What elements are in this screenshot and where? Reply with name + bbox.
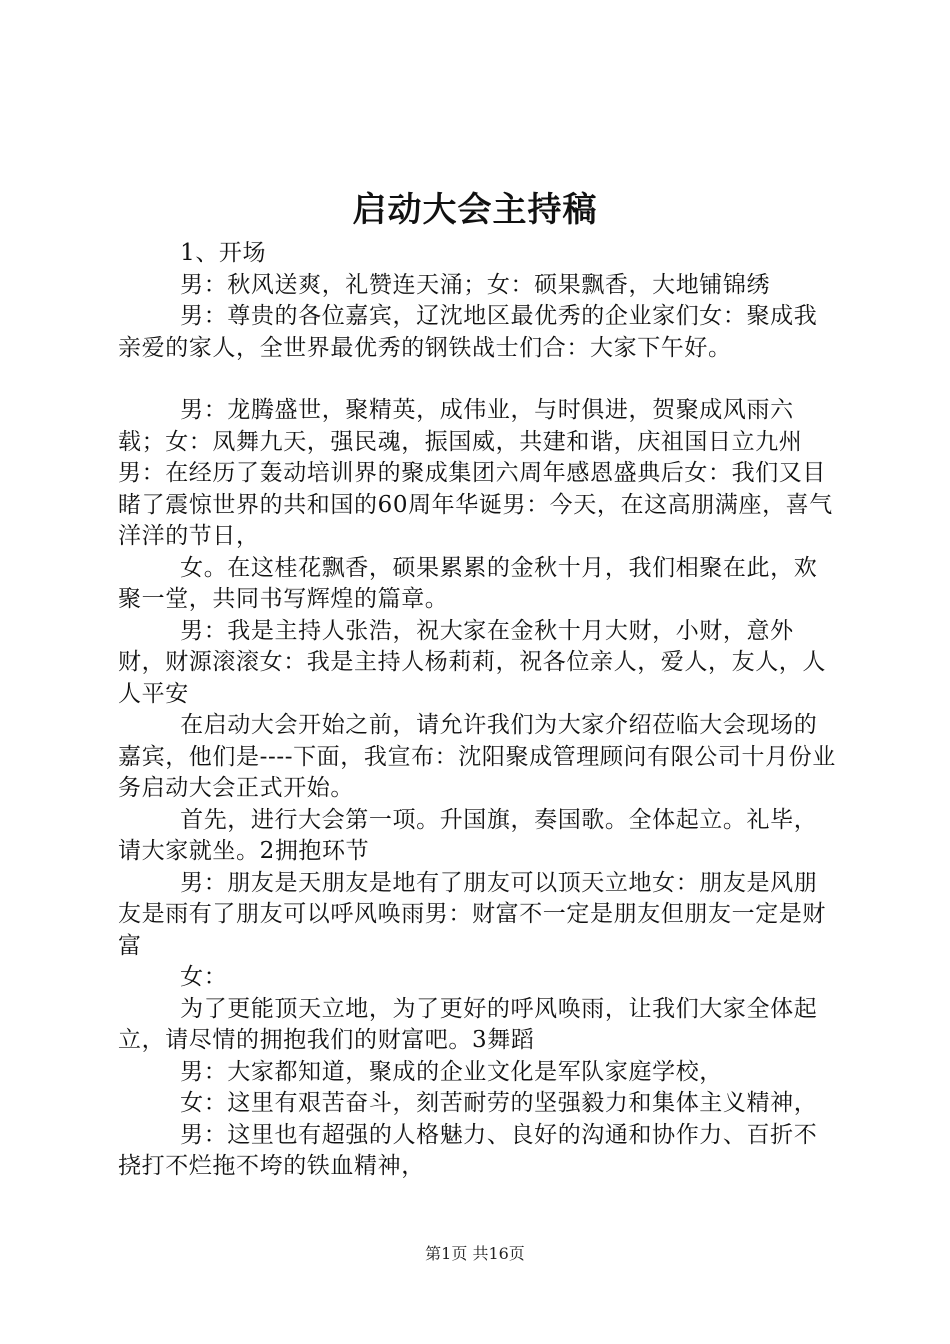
paragraph: 男：这里也有超强的人格魅力、良好的沟通和协作力、百折不挠打不烂拖不垮的铁血精神， <box>118 1121 818 1179</box>
page-number-footer: 第1页 共16页 <box>425 1244 525 1263</box>
paragraph: 男：尊贵的各位嘉宾，辽沈地区最优秀的企业家们女：聚成我亲爱的家人，全世界最优秀的钢铁战士们合：大家下午好。 <box>118 303 818 361</box>
paragraph: 女。在这桂花飘香，硕果累累的金秋十月，我们相聚在此，欢聚一堂，共同书写辉煌的篇章。 <box>118 554 818 612</box>
document-body <box>118 238 838 1183</box>
paragraph: 男：秋风送爽，礼赞连天涌；女：硕果飘香，大地铺锦绣 <box>180 271 771 298</box>
paragraph: 男：龙腾盛世，聚精英，成伟业，与时俱进，贺聚成风雨六载；女：凤舞九天，强民魂，振国威，共建和谐，庆祖国日立九州男：在经历了轰动培训界的聚成集团六周年感恩盛典后女：我们又目睹了震惊世界的共和国的60周年华诞男：今天，在这高朋满座，喜气洋洋的节日， <box>118 397 833 549</box>
paragraph-opening-heading: 1、开场 <box>180 240 267 266</box>
paragraph: 男：朋友是天朋友是地有了朋友可以顶天立地女：朋友是风朋友是雨有了朋友可以呼风唤雨男：财富不一定是朋友但朋友一定是财富 <box>118 869 826 959</box>
paragraph: 在启动大会开始之前，请允许我们为大家介绍莅临大会现场的嘉宾，他们是----下面，我宣布：沈阳聚成管理顾问有限公司十月份业务启动大会正式开始。 <box>118 712 836 801</box>
paragraph: 首先，进行大会第一项。升国旗，奏国歌。全体起立。礼毕，请大家就坐。2拥抱环节 <box>118 806 818 864</box>
paragraph: 男：我是主持人张浩，祝大家在金秋十月大财，小财，意外财，财源滚滚女：我是主持人杨莉莉，祝各位亲人，爱人，友人，人人平安 <box>118 617 826 707</box>
document-title: 启动大会主持稿 <box>352 190 598 230</box>
paragraph: 女：这里有艰苦奋斗，刻苦耐劳的坚强毅力和集体主义精神， <box>180 1090 818 1116</box>
paragraph: 男：大家都知道，聚成的企业文化是军队家庭学校， <box>180 1058 723 1085</box>
paragraph: 为了更能顶天立地，为了更好的呼风唤雨，让我们大家全体起立，请尽情的拥抱我们的财富吧。3舞蹈 <box>118 995 818 1053</box>
paragraph: 女： <box>180 964 228 990</box>
